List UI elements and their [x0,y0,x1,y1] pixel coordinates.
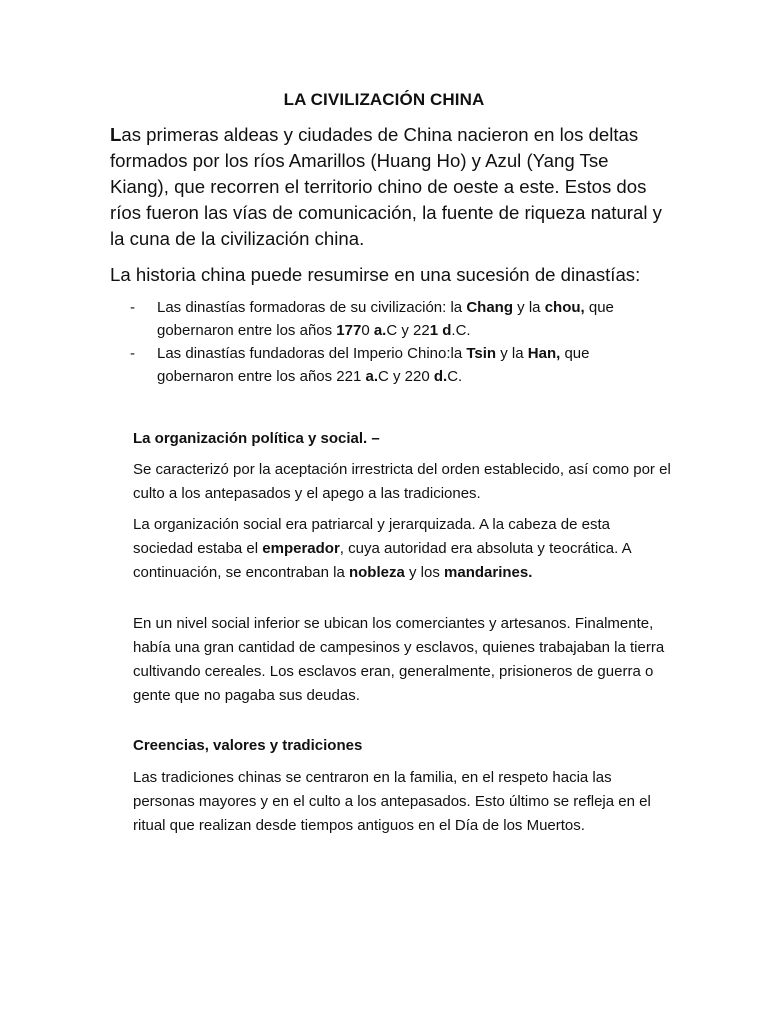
list-bold-text: Chang [466,299,513,316]
dynasties-intro: La historia china puede resumirse en una sucesión de dinastías: [110,264,641,285]
paragraph-bold-text: emperador [262,540,340,557]
list-item [130,342,670,388]
list-text: Las dinastías formadoras de su civilización: la [157,299,467,316]
list-bold-text: 177 [336,322,362,339]
list-bold-text: a. [373,322,387,339]
intro-paragraph [110,122,670,252]
section-heading-beliefs: Creencias, valores y tradiciones [133,737,363,754]
beliefs-paragraph-1: Las tradiciones chinas se centraron en la familia, en el respeto hacia las personas mayores y en el culto a los antepasados. Esto último se refleja en el ritual que realizan desde tiempos antiguos en el Día de los Muertos. [133,769,651,834]
document-title: LA CIVILIZACIÓN CHINA [283,90,485,109]
political-paragraph-3: En un nivel social inferior se ubican los comerciantes y artesanos. Finalmente, había una gran cantidad de campesinos y esclavos, quienes trabajaban la tierra cultivando cereales. Los esclavos eran, generalmente, prisioneros de guerra o gente que no pagaba sus deudas. [133,615,665,704]
dynasties-list [130,296,670,388]
list-item [130,296,670,342]
paragraph-bold-text: mandarines. [444,564,533,581]
list-text: C y 220 [378,368,434,385]
paragraph-text: , cuya autoridad era absoluta y teocrática. A continuación, se encontraban la [133,540,631,581]
list-text: 0 [361,322,374,339]
paragraph-bold-text: nobleza [348,564,405,581]
list-text: Las dinastías fundadoras del Imperio Chino:la [157,345,467,362]
list-text: y la [513,299,545,316]
political-paragraph-1: Se caracterizó por la aceptación irrestricta del orden establecido, así como por el culto a los antepasados y el apego a las tradiciones. [133,461,671,502]
list-text: C y 22 [386,322,430,339]
list-bold-text: Han, [527,345,561,362]
list-dash: - [130,345,135,362]
paragraph-text: y los [404,564,445,581]
list-text: y la [496,345,528,362]
list-text: C. [447,368,463,385]
list-text: que gobernaron entre los años 221 [157,345,590,385]
list-bold-text: 1 d [429,322,452,339]
list-bold-text: chou, [544,299,585,316]
paragraph-text: La organización social era patriarcal y jerarquizada. A la cabeza de esta sociedad estaba el [133,516,610,557]
list-text: que gobernaron entre los años [157,299,614,339]
dropcap-letter: L [110,124,122,145]
list-bold-text: Tsin [466,345,497,362]
list-bold-text: d. [433,368,448,385]
list-bold-text: a. [365,368,378,385]
section-heading-political: La organización política y social. – [133,430,380,447]
political-paragraph-2 [133,513,673,585]
list-text: .C. [451,322,471,339]
list-dash: - [130,299,135,316]
intro-paragraph-text: as primeras aldeas y ciudades de China nacieron en los deltas formados por los ríos Amarillos (Huang Ho) y Azul (Yang Tse Kiang), que recorren el territorio chino de oeste a este. Estos dos ríos fueron las vías de comunicación, la fuente de riqueza natural y la cuna de la civilización china. [110,124,662,249]
